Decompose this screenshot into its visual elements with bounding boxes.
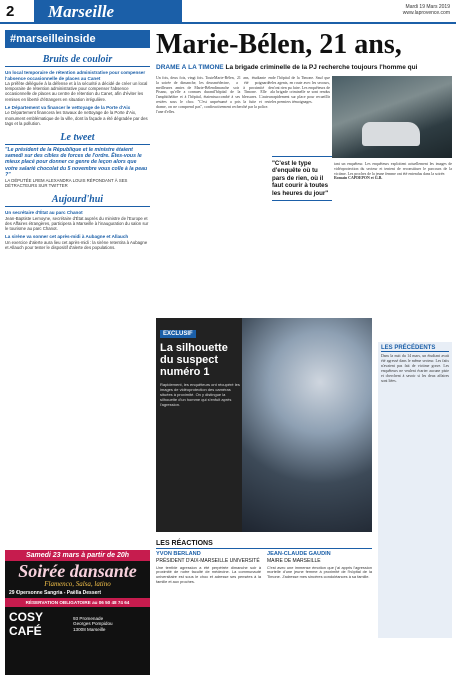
article-headline: Marie-Bélen, 21 ans, (156, 29, 402, 60)
website-link[interactable]: www.laprovence.com (402, 10, 450, 16)
article-col-2: Marie-Bélen, 21 ans, étudiante en médecine, a été poignardée dimanche soir à proximité de l'hôpital de la Timone. Elle a succombé à ses blessures. L'auteur présumé a pris la fuite et reste activement recherché par la police. (214, 76, 272, 109)
ad-address-line: 13008 Marseille (73, 626, 106, 632)
ad-date: Samedi 23 mars à partir de 20h (5, 550, 150, 561)
ad-address (73, 616, 113, 633)
sidebar (5, 30, 150, 675)
pull-quote: "C'est le type d'enquête où tu pars de rien, où il faut courir à toutes les heures du jour" (272, 156, 332, 201)
ad-footer (5, 607, 150, 641)
article-photo (332, 76, 452, 158)
reaction-1 (156, 551, 261, 585)
today-heading: Aujourd'hui (5, 194, 150, 207)
precedents-title: LES PRÉCÉDENTS (381, 345, 449, 352)
item1-body: La préfète déléguée à la défense et à la sécurité a décidé de créer un local temporaire de rétention administrative pour compenser l'absence occasionnelle de places au centre de rétention du Canet, afin d'éviter les remises en liberté d'étrangers en situation irrégulière. (5, 81, 148, 102)
item2-body: Le Département financera les travaux de nettoyage de la Porte d'Aix, monument emblématique de la ville, dont la façade a été dégradée par des tags et la pollution. (5, 110, 148, 126)
reaction-2-name: JEAN-CLAUDE GAUDIN (267, 551, 331, 557)
article-col-5 (334, 162, 452, 322)
kicker-text: La brigade criminelle de la PJ recherche toujours l'homme qui (225, 64, 418, 71)
today2-body: Un exercice d'alerte aura lieu cet après-midi : la sirène retentira à Aubagne et Allauch pour tester le dispositif d'alerte des populations. (5, 239, 148, 251)
ad-price: 29 €/personne Sangria - Paëlla Dessert (9, 590, 101, 596)
reaction-1-role: PRÉSIDENT D'AIX-MARSEILLE UNIVERSITÉ (156, 557, 260, 564)
page-number: 2 (6, 3, 15, 20)
exclusive-body: Rapidement, les enquêteurs ont récupéré les images de vidéoprotection des caméras situées à proximité. On y distingue la silhouette d'un homme qui s'enfuit après l'agression. (160, 382, 240, 407)
exclusive-badge: EXCLUSIF (160, 330, 196, 338)
main-article (156, 28, 452, 197)
suspect-photo (242, 318, 372, 532)
bruits-heading: Bruits de couloir (5, 54, 150, 67)
reaction-2 (267, 551, 372, 585)
kicker-label: DRAME À LA TIMONE (156, 64, 224, 71)
tweet-heading: Le tweet (5, 132, 150, 145)
exclusive-box (156, 318, 372, 532)
exclusive-text (160, 322, 240, 407)
ad-subtitle: Flamenco, Salsa, latino (44, 580, 111, 588)
reaction-1-body: Une terrible agression a été perpétrée dimanche soir à proximité de notre faculté de médecine. La communauté universitaire est sous le choc et adresse ses pensées à la famille et aux proches. (156, 564, 261, 585)
ad-venue: COSY CAFÉ (9, 610, 43, 638)
article-kicker (156, 64, 452, 71)
ad-reservation: RÉSERVATION OBLIGATOIRE au 06 50 48 74 64 (5, 598, 150, 607)
advertisement[interactable] (5, 550, 150, 675)
hashtag-banner: #marseilleinside (5, 30, 150, 48)
ad-title: Soirée dansante (18, 561, 137, 581)
dateline (403, 4, 450, 16)
ad-address-line: Georges Pompidou (73, 621, 113, 627)
tweet-text: "Le président de la République et le ministre étaient samedi sur des cibles de forces de l'ordre. Êtes-vous le mieux placé pour donner ce genre de leçon alors que votre salarié chocolat du 5 novembre vous colle à la peau ?" (5, 146, 148, 178)
today1-heading: Un secrétaire d'État au parc Chanot (5, 210, 83, 216)
ad-address-line: 93 Promenade (73, 615, 104, 621)
precedents-body: Dans la nuit du 14 mars, un étudiant avait été agressé dans le même secteur. Les faits n'avaient pas fait de victime grave. Les enquêteurs ne veulent écarter aucune piste et cherchent à savoir si les deux affaires sont liées. (381, 354, 449, 383)
precedents-box (378, 342, 452, 638)
exclusive-title: La silhouette du suspect numéro 1 (160, 342, 228, 378)
item2-heading: Le Département va financer le vettoyage de la Porte d'Aix (5, 104, 131, 110)
section-title: Marseille (34, 0, 182, 24)
item1-heading: Un local temporaire de rétention administrative pour compenser l'absence occasionnelle de places au Canet (5, 70, 146, 81)
reaction-2-role: MAIRE DE MARSEILLE (267, 557, 321, 564)
reaction-2-body: C'est avec une immense émotion que j'ai appris l'agression mortelle d'une jeune femme à proximité de l'hôpital de la Timone. J'adresse mes sincères condoléances à sa famille. (267, 564, 372, 580)
article-col-5-text: tant un enquêteur. Les enquêteurs exploitent actuellement les images de vidéoprotection du secteur et tentent de reconstituer le parcours de la victime. Les proches de la jeune femme ont été entendus dans la soirée. (334, 162, 452, 176)
byline: Romain CAPDEPON et G.B. (334, 176, 383, 181)
reactions-title: LES RÉACTIONS (156, 540, 372, 549)
reactions-box (156, 540, 372, 585)
today1-body: Jean-Baptiste Lemoyne, secrétaire d'État auprès du ministre de l'Europe et des Affaires étrangères, participera à Marseille à l'inauguration du salon sur le tourisme au parc Chanot. (5, 215, 149, 232)
reaction-1-name: YVON BERLAND (156, 551, 201, 557)
page-header (0, 0, 456, 24)
reactions-columns (156, 551, 372, 585)
tweet-meta: LA DÉPUTÉE LREM ALEXANDRA LOUIS RÉPONDANT À SES DÉTRACTEURS SUR TWITTER (5, 177, 128, 189)
date-text: Mardi 19 Mars 2019 (405, 4, 450, 10)
today2-heading: La sirène va sonner cet après-midi à Aubagne et Allauch (5, 234, 129, 240)
article-col-1: Un fois, deux fois, vingt fois. Toute la soirée de dimanche, les deux meilleures amies de Marie-Bélen Pisano, qu'elle a connues durant l'amphithéâtre et à l'hôpital, étaient restées sous le choc. "C'est un drame, on ne comprend pas", confie l'une d'elles. (156, 76, 214, 114)
car-shape (362, 122, 420, 146)
article-col-3: de l'hôpital de la Timone. Sauf que les agents, en route avec les secours, n'ont rien pu faire. Les enquêteurs de la brigade criminelle se sont rendus rapidement sur place pour recueillir les premiers témoignages. (272, 76, 330, 104)
article-columns (156, 76, 452, 328)
